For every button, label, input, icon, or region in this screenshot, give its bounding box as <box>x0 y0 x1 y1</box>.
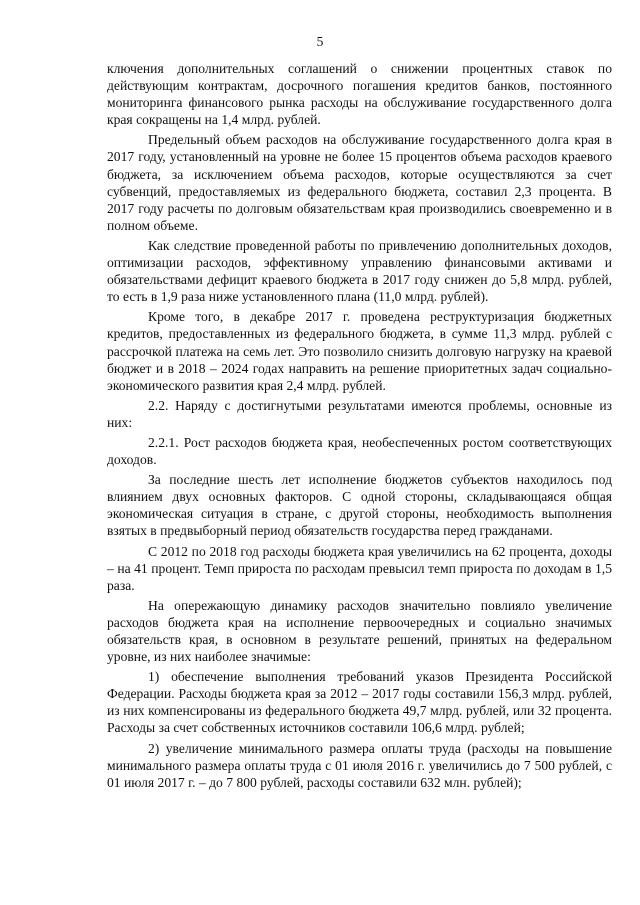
paragraph-item-2: 2) увеличение минимального размера оплаты труда (расходы на повышение минимального размера оплаты труда с 01 июля 2016 г. увеличились до 7 500 рублей, с 01 июля 2017 г. – до 7 800 рублей, расходы составили 632 млн. рублей); <box>107 740 612 790</box>
paragraph-six-years: За последние шесть лет исполнение бюджетов субъектов находилось под влиянием двух основных факторов. С одной стороны, складывающаяся общая экономическая ситуация в стране, с другой стороны, необходимость выполнения взятых в предвыборный период обязательств государства перед гражданами. <box>107 472 612 539</box>
document-body <box>107 60 612 794</box>
paragraph-continuation: ключения дополнительных соглашений о снижении процентных ставок по действующим контрактам, досрочного погашения кредитов банков, постоянного мониторинга финансового рынка расходы на обслуживание государственного долга края сокращены на 1,4 млрд. рублей. <box>107 61 612 128</box>
paragraph-item-1: 1) обеспечение выполнения требований указов Президента Российской Федерации. Расходы бюджета края за 2012 – 2017 годы составили 156,3 млрд. рублей, из них компенсированы из федерального бюджета 49,7 млрд. рублей, или 32 процента. Расходы за счет собственных источников составили 106,6 млрд. рублей; <box>107 669 612 736</box>
paragraph-spending-dynamics: На опережающую динамику расходов значительно повлияло увеличение расходов бюджета края на исполнение первоочередных и социально значимых обязательств края, в основном в результате решений, принятых на федеральном уровне, из них наиболее значимые: <box>107 597 612 665</box>
paragraph-deficit-reduction: Как следствие проведенной работы по привлечению дополнительных доходов, оптимизации расходов, эффективному управлению финансовыми активами и обязательствами дефицит краевого бюджета в 2017 году снижен до 5,8 млрд. рублей, то есть в 1,9 раза ниже установленного плана (11,0 млрд. рублей). <box>107 237 612 305</box>
paragraph-restructuring: Кроме того, в декабре 2017 г. проведена реструктуризация бюджетных кредитов, предоставленных из федерального бюджета, в сумме 11,3 млрд. рублей с рассрочкой платежа на семь лет. Это позволило снизить долговую нагрузку на краевой бюджет и в 2018 – 2024 годах направить на решение приоритетных задач социально-экономического развития края 2,4 млрд. рублей. <box>107 309 612 393</box>
paragraph-debt-service-limit: Предельный объем расходов на обслуживание государственного долга края в 2017 году, установленный на уровне не более 15 процентов объема расходов краевого бюджета, за исключением объема расходов, которые осуществляются за счет субвенций, предоставляемых из федерального бюджета, составил 2,3 процента. В 2017 году расчеты по долговым обязательствам края производились своевременно и в полном объеме. <box>107 132 612 233</box>
paragraph-section-2-2-1: 2.2.1. Рост расходов бюджета края, необеспеченных ростом соответствующих доходов. <box>107 434 612 468</box>
paragraph-growth-rates: С 2012 по 2018 год расходы бюджета края увеличились на 62 процента, доходы – на 41 процент. Темп прироста по расходам превысил темп прироста по доходам в 1,5 раза. <box>107 543 612 593</box>
page-number: 5 <box>316 34 324 49</box>
paragraph-section-2-2: 2.2. Наряду с достигнутыми результатами имеются проблемы, основные из них: <box>107 397 612 430</box>
